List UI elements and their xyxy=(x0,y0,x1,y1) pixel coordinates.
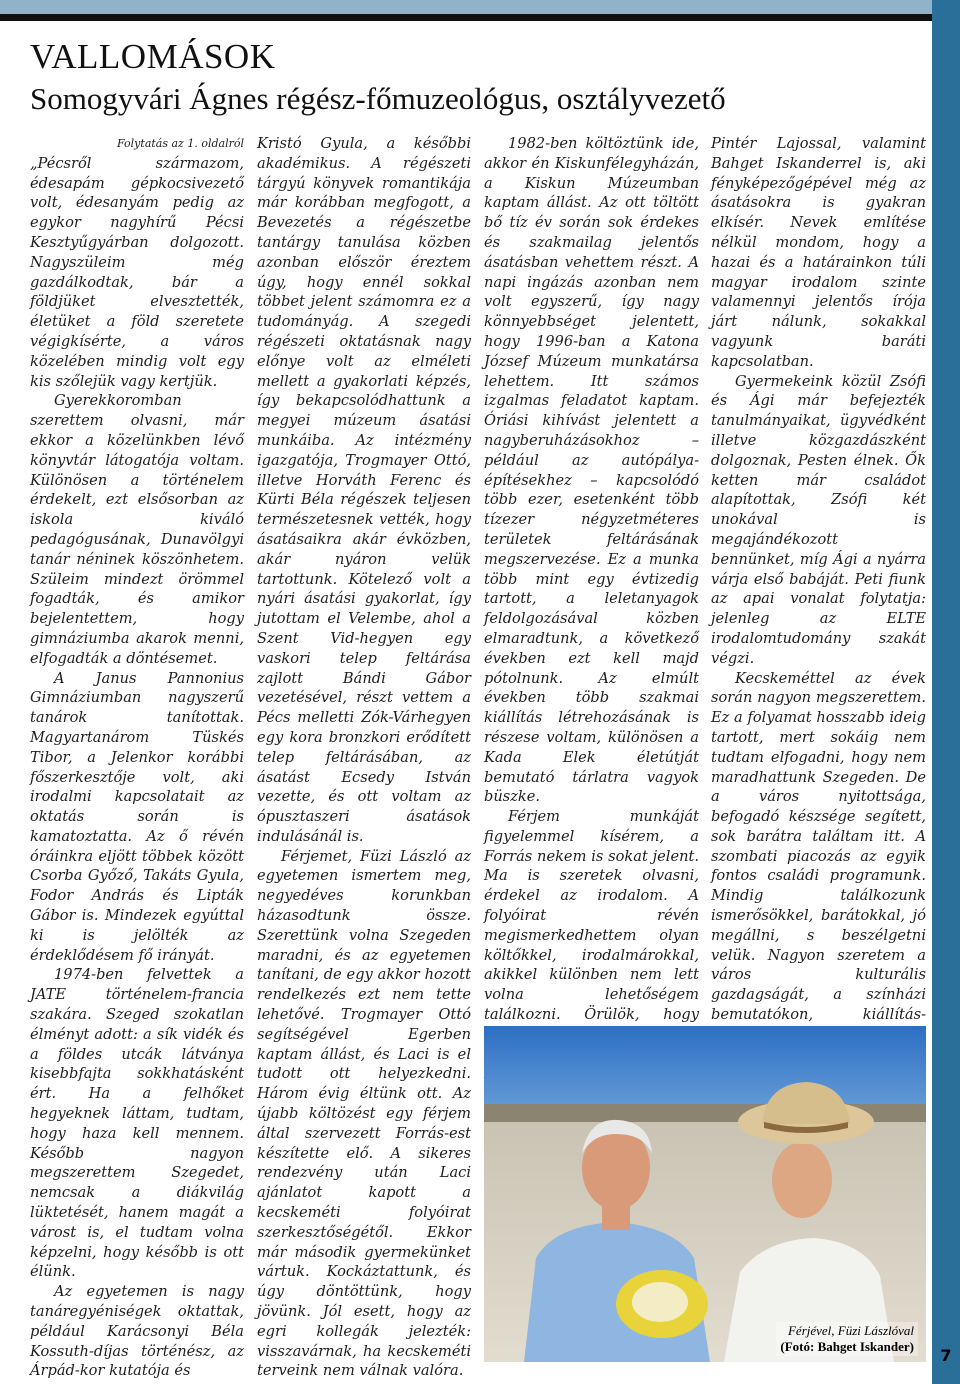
page-number: 7 xyxy=(940,1346,952,1365)
paragraph: Az egyetemen is nagy tanáregyéniségek oktattak, például Karácsonyi Béla Kossuth-díjas történész, az Árpád-kor kutatója és xyxy=(30,1283,244,1380)
photo-couple xyxy=(484,1026,926,1362)
paragraph: Gyermekeink közül Zsófi és Ági már befejezték tanulmányaikat, ügyvédként illetve közgazdászként dolgoznak, Pesten élnek. Ők ketten már családot alapítottak, Zsófi két unokával is megajándékozott bennünket, míg Ági a nyárra várja első babáját. Peti fiunk az apai vonalat folytatja: jelenleg az ELTE irodalomtudomány szakát végzi. xyxy=(711,372,926,667)
photo-credit: (Fotó: Bahget Iskander) xyxy=(780,1339,914,1354)
text-column-3 xyxy=(484,134,699,1084)
section-title: VALLOMÁSOK xyxy=(30,37,276,76)
header-rule xyxy=(0,14,932,21)
paragraph: 1974-ben felvettek a JATE történelem-francia szakára. Szeged szokatlan élményt adott: a sík vidék és a földes utcák látványa kisebbfajta sokkhatásként ért. Ha a felhőket hegyeknek láttam, tudtam, hogy haza kell mennem. Később nagyon megszerettem Szegedet, nemcsak a diákvilág lüktetését, hanem magát a várost is, el tudtam volna képzelni, hogy később is ott élünk. xyxy=(30,966,244,1281)
paragraph: Kristó Gyula, a későbbi akadémikus. A régészeti tárgyú könyvek romantikája már korábban megfogott, a Bevezetés a régészetbe tantárgy tanulása közben azonban először éreztem úgy, hogy ennél sokkal többet jelent számomra ez a tudományág. A szegedi régészeti oktatásnak nagy előnye volt az elméleti mellett a gyakorlati képzés, így bekapcsolódhattunk a megyei múzeum ásatási munkáiba. Az intézmény igazgatója, Trogmayer Ottó, illetve Horváth Ferenc és Kürti Béla régészek teljesen természetesnek vették, hogy ásatásaikra akár évközben, akár nyáron velük tartottunk. Kötelező volt a nyári ásatási gyakorlat, így jutottam el Velembe, ahol a Szent Vid-hegyen egy vaskori telep feltárása zajlott Bándi Gábor vezetésével, részt vettem a Pécs melletti Zók-Várhegyen egy kora bronzkori erődített telep feltárásában, az ásatást Ecsedy István vezette, és ott voltam az ópusztaszeri ásatások indulásánál is. xyxy=(257,135,471,845)
paragraph: A Janus Pannonius Gimnáziumban nagyszerű tanárok tanítottak. Magyartanárom Tüskés Tibor, a Jelenkor korábbi főszerkesztője volt, aki irodalmi kapcsolatait az oktatás során is kamatoztatta. Az ő révén óráinkra eljött többek között Csorba Győző, Takáts Gyula, Fodor András és Lipták Gábor is. Mindezek egyúttal ki is jelölték az érdeklődésem fő irányát. xyxy=(30,669,244,964)
text-column-2 xyxy=(257,134,471,1381)
paragraph: Kecskeméttel az évek során nagyon megszerettem. Ez a folyamat hosszabb ideig tartott, mert sokáig nem tudtam elfogadni, hogy nem maradhattunk Szegeden. De a város nyitottsága, befogadó készsége segített, sok barátra találtam itt. A szombati piacozás az egyik fontos családi programunk. Mindig találkozunk ismerősökkel, barátokkal, jó megállni, s beszélgetni velük. Nagyon szeretem a város kulturális gazdagságát, a színházi bemutatókon, kiállítás- xyxy=(711,669,926,1024)
text-column-1 xyxy=(30,134,244,1381)
paragraph: 1982-ben költöztünk ide, akkor én Kiskunfélegyházán, a Kiskun Múzeumban kaptam állást. Az ott töltött bő tíz év során sok érdekes és szakmailag jelentős ásatásban vehettem részt. A napi ingázás azonban nem volt egyszerű, így nagy könnyebbséget jelentett, hogy 1996-ban a Katona József Múzeum munkatársa lehettem. Itt számos izgalmas feladatot kaptam. Óriási kihívást jelentett a nagyberuházásokhoz – például az autópálya-építésekhez – kapcsolódó több ezer, esetenként több tízezer négyzetméteres területek feltárásának megszervezése. Ez a munka több mint egy évtizedig tartott, a leletanyagok feldolgozásával közben elmaradtunk, a következő években ezt kell majd pótolnunk. Az elmúlt években több szakmai kiállítás létrehozásának is részese voltam, különösen a Kada Elek életútját bemutató tárlatra vagyok büszke. xyxy=(484,135,699,806)
paragraph: Gyerekkoromban szerettem olvasni, már ekkor a közelünkben lévő könyvtár látogatója voltam. Különösen a történelem érdekelt, ezt elsősorban az iskola kiváló pedagógusának, Dunavölgyi tanár néninek köszönhetem. Szüleim mindezt örömmel fogadták, és amikor bejelentettem, hogy gimnáziumba akarok menni, elfogadták a döntésemet. xyxy=(30,392,244,667)
photo-caption xyxy=(776,1322,918,1356)
article-subtitle: Somogyvári Ágnes régész-főmuzeológus, osztályvezető xyxy=(30,81,726,116)
photo-illustration xyxy=(484,1026,926,1362)
caption-line: Férjével, Füzi Lászlóval xyxy=(787,1323,914,1338)
paragraph: Férjem munkáját figyelemmel kísérem, a Forrás nekem is sokat jelent. Ma is szeretek olvasni, érdekel az irodalom. A folyóirat révén megismerkedhettem olyan költőkkel, irodalmárokkal, akikkel különben nem lett volna lehetőségem találkozni. Örülök, hogy xyxy=(484,808,699,1024)
paragraph: Pintér Lajossal, valamint Bahget Iskanderrel is, aki fényképezőgépével még az ásatásokra is gyakran elkísér. Nevek említése nélkül mondom, hogy a hazai és a határainkon túli magyar irodalom szinte valamennyi jelentős írója járt nálunk, sokakkal vagyunk baráti kapcsolatban. xyxy=(711,135,926,370)
paragraph: „Pécsről származom, édesapám gépkocsivezető volt, édesanyám pedig az egykor nagyhírű Pécsi Kesztyűgyárban dolgozott. Nagyszüleim még gazdálkodtak, bár a földjüket elvesztették, életüket a föld szeretete végigkísérte, a város közelében mindig volt egy kis szőlejük vagy kertjük. xyxy=(30,154,244,390)
side-color-band xyxy=(932,0,960,1384)
text-column-4 xyxy=(711,134,926,1084)
continuation-note: Folytatás az 1. oldalról xyxy=(117,137,244,150)
paragraph: Férjemet, Füzi László az egyetemen ismertem meg, negyedéves korunkban házasodtunk össze. Szerettünk volna Szegeden maradni, és az egyetemen tanítani, de egy akkor hozott rendelkezés ezt nem tette lehetővé. Trogmayer Ottó segítségével Egerben kaptam állást, és Laci is el tudott ott helyezkedni. Három évig éltünk ott. Az újabb költözést egy férjem által szervezett Forrás-est készítette elő. A sikeres rendezvény után Laci ajánlatot kapott a kecskeméti folyóirat szerkesztőségétől. Ekkor már második gyermekünket vártuk. Kockáztattunk, és úgy döntöttünk, hogy jövünk. Jól esett, hogy az egri kollegák jelezték: visszavárnak, ha kecskeméti terveink nem válnak valóra. xyxy=(257,847,471,1380)
top-color-bar xyxy=(0,0,960,14)
